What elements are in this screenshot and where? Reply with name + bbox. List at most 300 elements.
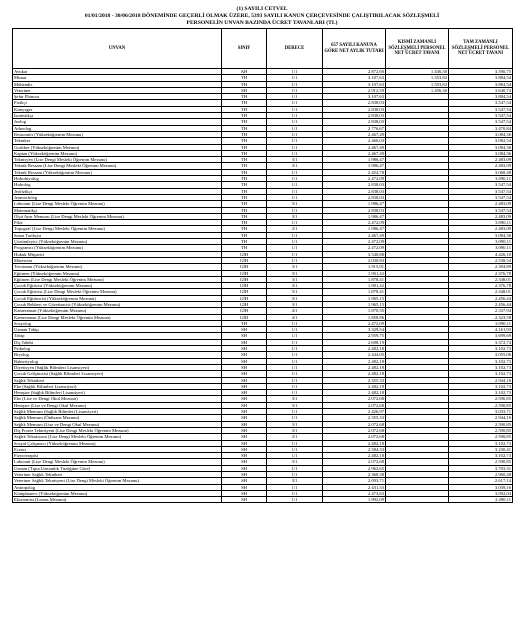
doc-subtitle-2: PERSONELİN UNVAN BAZINDA ÜCRET TAVANLARI (TL) <box>186 20 338 26</box>
cell-unvan: Veteriner Sağlık Teknikeri <box>13 472 222 478</box>
cell-unvan: Restoratör (Yükseköğrenim Mezunu) <box>13 131 222 137</box>
table-body <box>13 69 513 503</box>
cell-sinif: SH <box>222 427 267 433</box>
cell-tam: 3.039,16 <box>449 484 513 490</box>
cell-derece: 3/1 <box>267 459 323 465</box>
cell-sinif: SH <box>222 421 267 427</box>
cell-unvan: Ebe (Lise ve Dengi Okul Mezunu) <box>13 396 222 402</box>
cell-unvan: Matematikçi <box>13 207 222 213</box>
cell-derece: 1/1 <box>267 176 323 182</box>
cell-657: 2.482,18 <box>323 346 386 352</box>
cell-tam: 2.483,09 <box>449 163 513 169</box>
cell-657: 1.901,42 <box>323 270 386 276</box>
cell-unvan: Çocuk Eğitimcisi (Yükseköğrenim Mezunu) <box>13 295 222 301</box>
cell-sinif: TH <box>222 239 267 245</box>
col-header-unvan: UNVAN <box>13 29 222 69</box>
cell-sinif: SH <box>222 327 267 333</box>
cell-sinif: SH <box>222 465 267 471</box>
cell-sinif: TH <box>222 75 267 81</box>
cell-sinif: TH <box>222 226 267 232</box>
cell-sinif: SH <box>222 453 267 459</box>
cell-tam: 3.102,73 <box>449 371 513 377</box>
cell-sinif: SH <box>222 352 267 358</box>
cell-unvan: Mimar <box>13 75 222 81</box>
cell-657: 3.107,63 <box>323 94 386 100</box>
cell-sinif: TH <box>222 201 267 207</box>
cell-unvan: Programcı (Yükseköğrenim Mezunu) <box>13 245 222 251</box>
cell-sinif: TH <box>222 194 267 200</box>
cell-unvan: Uzman Tabip <box>13 327 222 333</box>
cell-derece: 3/1 <box>267 402 323 408</box>
cell-tam: 3.090,11 <box>449 245 513 251</box>
cell-657: 2.472,09 <box>323 245 386 251</box>
cell-657: 2.444,05 <box>323 352 386 358</box>
cell-unvan: Sanat Tarihçisi <box>13 232 222 238</box>
cell-tam: 2.538,54 <box>449 257 513 263</box>
cell-sinif: SH <box>222 446 267 452</box>
cell-tam: 3.082,54 <box>449 138 513 144</box>
cell-657: 2.431,33 <box>323 484 386 490</box>
cell-tam: 3.547,54 <box>449 106 513 112</box>
cell-unvan: Sosyal Çalışmacı (Yükseköğrenim Mezunu) <box>13 440 222 446</box>
cell-derece: 1/1 <box>267 446 323 452</box>
cell-kismi: 1.553,82 <box>386 75 449 81</box>
cell-unvan: Hemşire (Lise ve Dengi Okul Mezunu) <box>13 402 222 408</box>
cell-unvan: Fizyoterapist <box>13 453 222 459</box>
cell-derece: 1/1 <box>267 440 323 446</box>
cell-unvan: Psikolog <box>13 346 222 352</box>
cell-derece: 1/1 <box>267 364 323 370</box>
cell-657: 2.093,71 <box>323 478 386 484</box>
cell-derece: 3/1 <box>267 201 323 207</box>
cell-unvan: Kameraman (Lise Dengi Mesleki Öğrenim Mezunu) <box>13 314 222 320</box>
cell-657: 3.329,54 <box>323 327 386 333</box>
cell-657: 1.986,47 <box>323 226 386 232</box>
cell-kismi <box>386 497 449 503</box>
cell-derece: 1/1 <box>267 119 323 125</box>
cell-sinif: SH <box>222 484 267 490</box>
cell-sinif: TH <box>222 125 267 131</box>
cell-657: 2.454,78 <box>323 169 386 175</box>
cell-tam: 3.102,73 <box>449 390 513 396</box>
cell-derece: 3/1 <box>267 478 323 484</box>
cell-tam: 2.590,85 <box>449 396 513 402</box>
table-row <box>13 497 513 503</box>
cell-unvan: Veteriner <box>13 87 222 93</box>
cell-derece: 1/1 <box>267 182 323 188</box>
cell-sinif: GİH <box>222 283 267 289</box>
cell-657: 2.482,18 <box>323 371 386 377</box>
cell-sinif: SH <box>222 396 267 402</box>
cell-sinif: SH <box>222 440 267 446</box>
cell-657: 2.959,75 <box>323 333 386 339</box>
cell-tam: 2.348,01 <box>449 289 513 295</box>
cell-tam: 3.090,11 <box>449 220 513 226</box>
cell-657: 2.472,09 <box>323 220 386 226</box>
cell-sinif: SH <box>222 409 267 415</box>
cell-unvan: Tercüman (Yükseköğrenim Mezunu) <box>13 264 222 270</box>
salary-table <box>12 28 513 503</box>
cell-tam: 2.944,16 <box>449 377 513 383</box>
cell-657: 2.482,18 <box>323 453 386 459</box>
cell-unvan: Çocuk Eğiticisi (Yükseköğrenim Mezunu) <box>13 283 222 289</box>
cell-unvan: Eğitmen (Lise Dengi Mesleki Öğrenim Mezunu) <box>13 276 222 282</box>
doc-subtitle-1: 01/01/2018 - 30/06/2018 DÖNEMİNDE GEÇERLİ OLMAK ÜZERE, 5393 SAYILI KANUN ÇERÇEVESİNDE ÇALIŞTIRILACAK SÖZLEŞMELİ <box>84 13 440 19</box>
cell-657: 2.838,03 <box>323 119 386 125</box>
cell-unvan: Çocuk Gelişimcisi (Sağlık Bilimleri Lisansiyeri) <box>13 371 222 377</box>
cell-sinif: GİH <box>222 308 267 314</box>
cell-657: 2.368,38 <box>323 472 386 478</box>
cell-sinif: SH <box>222 371 267 377</box>
cell-tam: 3.055,06 <box>449 352 513 358</box>
cell-derece: 1/1 <box>267 69 323 75</box>
cell-derece: 1/1 <box>267 94 323 100</box>
cell-657: 1.870,35 <box>323 308 386 314</box>
cell-657: 2.072,68 <box>323 459 386 465</box>
cell-unvan: Eczacı <box>13 446 222 452</box>
cell-derece: 1/1 <box>267 220 323 226</box>
cell-unvan: Jeofizikçi <box>13 188 222 194</box>
cell-tam: 3.884,54 <box>449 75 513 81</box>
cell-657: 2.472,09 <box>323 239 386 245</box>
cell-tam: 3.547,54 <box>449 194 513 200</box>
cell-sinif: TH <box>222 131 267 137</box>
cell-sinif: SH <box>222 87 267 93</box>
cell-657: 2.838,03 <box>323 194 386 200</box>
cell-derece: 3/1 <box>267 226 323 232</box>
cell-derece: 4/1 <box>267 314 323 320</box>
cell-derece: 3/1 <box>267 157 323 163</box>
cell-unvan: Ebe (Sağlık Bilimleri Lisansiyeri) <box>13 383 222 389</box>
cell-unvan: Sağlık Memuru (Sağlık Bilimleri Lisansiyeri) <box>13 409 222 415</box>
cell-tam: 3.090,11 <box>449 320 513 326</box>
cell-657: 1.965,15 <box>323 295 386 301</box>
cell-sinif: TH <box>222 94 267 100</box>
cell-derece: 1/1 <box>267 390 323 396</box>
cell-derece: 1/1 <box>267 131 323 137</box>
cell-657: 2.072,68 <box>323 434 386 440</box>
cell-tam: 3.084,36 <box>449 144 513 150</box>
cell-unvan: Biyolog <box>13 352 222 358</box>
cell-657: 1.992,09 <box>323 497 386 503</box>
cell-derece: 1/1 <box>267 239 323 245</box>
cell-657: 2.838,03 <box>323 106 386 112</box>
cell-657: 2.482,18 <box>323 440 386 446</box>
cell-sinif: TH <box>222 144 267 150</box>
cell-unvan: Kaptan (Yükseköğrenim Mezunu) <box>13 150 222 156</box>
cell-sinif: GİH <box>222 257 267 263</box>
cell-unvan: Sağlık Memuru (Lise ve Dengi Okul Mezunu) <box>13 421 222 427</box>
col-header-657: 657 SAYILI KANUNA GÖRE NET AYLIK TUTARI <box>323 29 386 69</box>
cell-derece: 3/1 <box>267 301 323 307</box>
cell-sinif: TH <box>222 119 267 125</box>
cell-657: 2.776,67 <box>323 125 386 131</box>
cell-657: 2.482,18 <box>323 364 386 370</box>
cell-tam: 3.090,11 <box>449 239 513 245</box>
cell-unvan: Teknik Ressam (Lise Dengi Mesleki Öğrenim Mezunu) <box>13 163 222 169</box>
cell-tam: 2.944,16 <box>449 415 513 421</box>
cell-derece: 1/1 <box>267 251 323 257</box>
cell-derece: 1/1 <box>267 352 323 358</box>
cell-tam: 3.547,54 <box>449 119 513 125</box>
cell-sinif: TH <box>222 182 267 188</box>
cell-derece: 3/1 <box>267 421 323 427</box>
cell-unvan: Sosyolog <box>13 320 222 326</box>
cell-unvan: Tekniker <box>13 138 222 144</box>
cell-sinif: SH <box>222 472 267 478</box>
cell-657: 2.355,33 <box>323 377 386 383</box>
cell-derece: 3/1 <box>267 289 323 295</box>
cell-657: 2.838,03 <box>323 113 386 119</box>
cell-derece: 3/1 <box>267 276 323 282</box>
cell-derece: 3/1 <box>267 270 323 276</box>
cell-tam: 3.102,73 <box>449 346 513 352</box>
cell-unvan: Bakteriyolog <box>13 358 222 364</box>
cell-sinif: SH <box>222 377 267 383</box>
cell-unvan: Kimyager <box>13 106 222 112</box>
cell-657: 1.965,15 <box>323 301 386 307</box>
cell-unvan: Çocuk Eğiticisi (Lise Dengi Mesleki Öğrenim Mezunu) <box>13 289 222 295</box>
cell-sinif: SH <box>222 478 267 484</box>
cell-sinif: AH <box>222 69 267 75</box>
cell-657: 1.901,42 <box>323 283 386 289</box>
cell-657: 2.072,68 <box>323 421 386 427</box>
cell-tam: 3.547,54 <box>449 188 513 194</box>
cell-657: 1.878,41 <box>323 289 386 295</box>
cell-unvan: Hidrolog <box>13 182 222 188</box>
cell-tam: 2.490,11 <box>449 497 513 503</box>
cell-tam: 2.960,48 <box>449 472 513 478</box>
cell-657: 2.472,09 <box>323 176 386 182</box>
cell-657: 2.482,18 <box>323 358 386 364</box>
cell-tam: 3.102,73 <box>449 453 513 459</box>
cell-tam: 3.590,75 <box>449 69 513 75</box>
cell-unvan: Hukuk Müşaviri <box>13 251 222 257</box>
cell-657: 1.878,41 <box>323 276 386 282</box>
cell-unvan: Kütüphaneci (Yükseköğrenim Mezunu) <box>13 490 222 496</box>
cell-tam: 3.547,54 <box>449 100 513 106</box>
cell-657: 2.467,49 <box>323 232 386 238</box>
cell-tam: 3.547,54 <box>449 182 513 188</box>
cell-derece: 1/1 <box>267 415 323 421</box>
cell-unvan: Diş Tabibi <box>13 339 222 345</box>
cell-sinif: GİH <box>222 314 267 320</box>
cell-657: 2.698,19 <box>323 339 386 345</box>
cell-unvan: Şehir Plancısı <box>13 94 222 100</box>
cell-derece: 1/1 <box>267 188 323 194</box>
cell-derece: 1/1 <box>267 106 323 112</box>
cell-unvan: Teknik Ressam (Yükseköğrenim Mezunu) <box>13 169 222 175</box>
cell-derece: 1/1 <box>267 87 323 93</box>
cell-kismi: 1.456,30 <box>386 87 449 93</box>
cell-tam: 2.376,78 <box>449 283 513 289</box>
cell-derece: 1/1 <box>267 490 323 496</box>
cell-tam: 3.884,54 <box>449 81 513 87</box>
cell-sinif: GİH <box>222 264 267 270</box>
cell-unvan: Laborant (Lise Dengi Mesleki Öğrenim Mezunu) <box>13 459 222 465</box>
table-header-row <box>13 29 513 69</box>
cell-sinif: TH <box>222 169 267 175</box>
cell-657: 2.482,18 <box>323 383 386 389</box>
cell-657: 2.467,49 <box>323 150 386 156</box>
cell-sinif: SH <box>222 383 267 389</box>
cell-657: 2.072,68 <box>323 396 386 402</box>
cell-unvan: Çözümleyici (Yükseköğrenim Mezunu) <box>13 239 222 245</box>
cell-657: 2.838,03 <box>323 182 386 188</box>
cell-derece: 1/1 <box>267 472 323 478</box>
cell-tam: 3.102,73 <box>449 364 513 370</box>
col-header-tam: TAM ZAMANLI SÖZLEŞMELİ PERSONEL NET ÜCRET TAVANI <box>449 29 513 69</box>
cell-tam: 3.102,73 <box>449 358 513 364</box>
cell-unvan: Hemşire (Sağlık Bilimleri Lisansiyeri) <box>13 390 222 396</box>
cell-derece: 1/1 <box>267 358 323 364</box>
cell-sinif: TH <box>222 188 267 194</box>
cell-unvan: Diyetisyen (Sağlık Bilimleri Lisansiyeri) <box>13 364 222 370</box>
cell-unvan: Kameraman (Yükseköğrenim Mezunu) <box>13 308 222 314</box>
cell-tam: 2.376,78 <box>449 270 513 276</box>
cell-tam: 2.483,09 <box>449 226 513 232</box>
cell-derece: 1/1 <box>267 371 323 377</box>
cell-sinif: SH <box>222 459 267 465</box>
cell-sinif: SH <box>222 415 267 421</box>
cell-657: 2.072,68 <box>323 427 386 433</box>
cell-unvan: Jeolog <box>13 119 222 125</box>
cell-derece: 3/1 <box>267 295 323 301</box>
cell-657: 1.986,47 <box>323 163 386 169</box>
cell-unvan: Mühendis <box>13 81 222 87</box>
cell-sinif: GİH <box>222 270 267 276</box>
cell-sinif: TH <box>222 320 267 326</box>
cell-tam: 3.084,36 <box>449 232 513 238</box>
cell-657: 3.107,63 <box>323 75 386 81</box>
cell-sinif: TH <box>222 220 267 226</box>
cell-unvan: Avukat <box>13 69 222 75</box>
cell-657: 1.986,47 <box>323 157 386 163</box>
cell-657: 2.426,97 <box>323 409 386 415</box>
cell-sinif: TH <box>222 100 267 106</box>
cell-unvan: Laborant (Lise Dengi Mesleki Öğrenim Mezunu) <box>13 201 222 207</box>
cell-tam: 3.640,74 <box>449 87 513 93</box>
cell-unvan: Tabip <box>13 333 222 339</box>
cell-657: 2.355,33 <box>323 415 386 421</box>
document <box>12 6 512 503</box>
cell-unvan: Eğitmen (Yükseköğrenim Mezunu) <box>13 270 222 276</box>
cell-tam: 3.703,31 <box>449 465 513 471</box>
cell-derece: 3/1 <box>267 213 323 219</box>
cell-sinif: SH <box>222 402 267 408</box>
cell-unvan: Teknisyen (Lise Dengi Mesleki Öğrenim Mezunu) <box>13 157 222 163</box>
cell-tam: 2.456,44 <box>449 295 513 301</box>
cell-derece: 1/1 <box>267 327 323 333</box>
cell-tam: 3.084,36 <box>449 131 513 137</box>
cell-tam: 3.699,69 <box>449 333 513 339</box>
cell-derece: 1/1 <box>267 245 323 251</box>
cell-tam: 3.084,36 <box>449 150 513 156</box>
cell-tam: 2.590,85 <box>449 434 513 440</box>
cell-657: 2.467,49 <box>323 144 386 150</box>
cell-tam: 2.590,85 <box>449 402 513 408</box>
cell-derece: 1/1 <box>267 257 323 263</box>
cell-657: 2.473,63 <box>323 490 386 496</box>
cell-tam: 2.590,85 <box>449 421 513 427</box>
cell-657: 2.467,49 <box>323 131 386 137</box>
cell-sinif: SH <box>222 490 267 496</box>
cell-657: 2.030,83 <box>323 257 386 263</box>
cell-derece: 1/1 <box>267 207 323 213</box>
cell-derece: 3/1 <box>267 396 323 402</box>
cell-unvan: Sağlık Teknikeri <box>13 377 222 383</box>
cell-657: 3.107,63 <box>323 81 386 87</box>
cell-tam: 3.102,73 <box>449 440 513 446</box>
cell-derece: 3/1 <box>267 434 323 440</box>
cell-kismi: 1.553,82 <box>386 81 449 87</box>
cell-derece: 3/1 <box>267 264 323 270</box>
cell-sinif: TH <box>222 163 267 169</box>
col-header-kismi: KISMİ ZAMANLI SÖZLEŞMELİ PERSONEL NET ÜCRET TAVANI <box>386 29 449 69</box>
cell-tam: 2.337,94 <box>449 308 513 314</box>
cell-derece: 3/1 <box>267 163 323 169</box>
cell-derece: 1/1 <box>267 497 323 503</box>
cell-tam: 2.483,09 <box>449 201 513 207</box>
cell-tam: 3.033,71 <box>449 409 513 415</box>
cell-tam: 3.547,54 <box>449 113 513 119</box>
cell-derece: 1/1 <box>267 409 323 415</box>
cell-tam: 3.102,73 <box>449 383 513 389</box>
cell-tam: 2.348,01 <box>449 276 513 282</box>
cell-657: 1.986,47 <box>323 201 386 207</box>
cell-unvan: Ekonomist (Lisans Mezunu) <box>13 497 222 503</box>
cell-sinif: TH <box>222 150 267 156</box>
cell-unvan: Sağlık Memuru (Önlisans Mezunu) <box>13 415 222 421</box>
cell-derece: 1/1 <box>267 75 323 81</box>
cell-derece: 1/1 <box>267 194 323 200</box>
cell-sinif: SH <box>222 434 267 440</box>
cell-tam: 2.590,85 <box>449 427 513 433</box>
cell-657: 2.472,09 <box>323 320 386 326</box>
cell-sinif: TH <box>222 138 267 144</box>
cell-sinif: SH <box>222 358 267 364</box>
cell-derece: 1/1 <box>267 150 323 156</box>
cell-sinif: GİH <box>222 295 267 301</box>
cell-unvan: Grafiker (Yükseköğrenim Mezunu) <box>13 144 222 150</box>
cell-derece: 3/1 <box>267 283 323 289</box>
cell-sinif: TH <box>222 232 267 238</box>
cell-unvan: Arkeolog <box>13 125 222 131</box>
cell-tam: 3.884,54 <box>449 94 513 100</box>
col-header-sinif: SINIF <box>222 29 267 69</box>
cell-657: 1.858,86 <box>323 314 386 320</box>
cell-derece: 1/1 <box>267 169 323 175</box>
cell-sinif: TH <box>222 106 267 112</box>
cell-sinif: SH <box>222 390 267 396</box>
cell-657: 2.072,68 <box>323 402 386 408</box>
cell-657: 1.915,91 <box>323 264 386 270</box>
cell-sinif: TH <box>222 245 267 251</box>
cell-derece: 1/1 <box>267 377 323 383</box>
cell-sinif: GİH <box>222 251 267 257</box>
cell-sinif: SH <box>222 364 267 370</box>
cell-tam: 2.617,14 <box>449 478 513 484</box>
col-header-derece: DERECE <box>267 29 323 69</box>
cell-derece: 1/1 <box>267 333 323 339</box>
cell-derece: 1/1 <box>267 346 323 352</box>
cell-derece: 1/1 <box>267 484 323 490</box>
cell-sinif: TH <box>222 207 267 213</box>
cell-derece: 1/1 <box>267 81 323 87</box>
cell-kismi: 1.436,30 <box>386 69 449 75</box>
cell-unvan: Topograf (Lise Dengi Mesleki Öğrenim Mezunu) <box>13 226 222 232</box>
cell-derece: 3/1 <box>267 427 323 433</box>
